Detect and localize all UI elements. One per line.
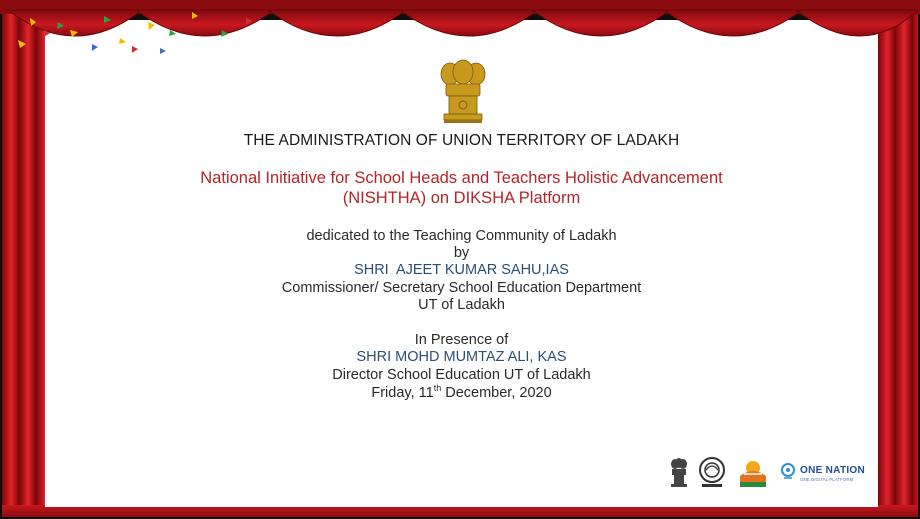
program-title-line-1: National Initiative for School Heads and Teachers Holistic Advancement — [200, 169, 723, 187]
ncert-seal-icon — [698, 456, 726, 490]
right-curtain — [878, 6, 918, 516]
presence-label: In Presence of — [414, 332, 509, 348]
date-prefix: Friday, 11 — [371, 385, 434, 401]
by-text: by — [453, 245, 470, 261]
guest-role: Director School Education UT of Ladakh — [332, 367, 591, 383]
date-ordinal: th — [433, 383, 442, 394]
one-nation-text: ONE NATION — [800, 465, 866, 476]
dedication-text: dedicated to the Teaching Community of Ladakh — [306, 228, 617, 244]
date-suffix: December, 2020 — [441, 385, 552, 401]
left-curtain — [2, 6, 48, 516]
emblem-logo-icon — [668, 456, 690, 490]
event-date — [45, 385, 878, 401]
guest-name: SHRI MOHD MUMTAZ ALI, KAS — [356, 349, 567, 365]
one-nation-subtext: ONE DIGITAL PLATFORM — [800, 477, 854, 482]
administration-title: THE ADMINISTRATION OF UNION TERRITORY OF LADAKH — [243, 132, 680, 149]
official-role: Commissioner/ Secretary School Education Department — [281, 280, 642, 296]
official-location: UT of Ladakh — [418, 297, 505, 313]
national-emblem-icon — [436, 58, 490, 124]
official-name: SHRI AJEET KUMAR SAHU,IAS — [354, 262, 569, 278]
program-title-line-2: (NISHTHA) on DIKSHA Platform — [342, 189, 581, 207]
nishtha-logo-icon — [736, 456, 770, 490]
